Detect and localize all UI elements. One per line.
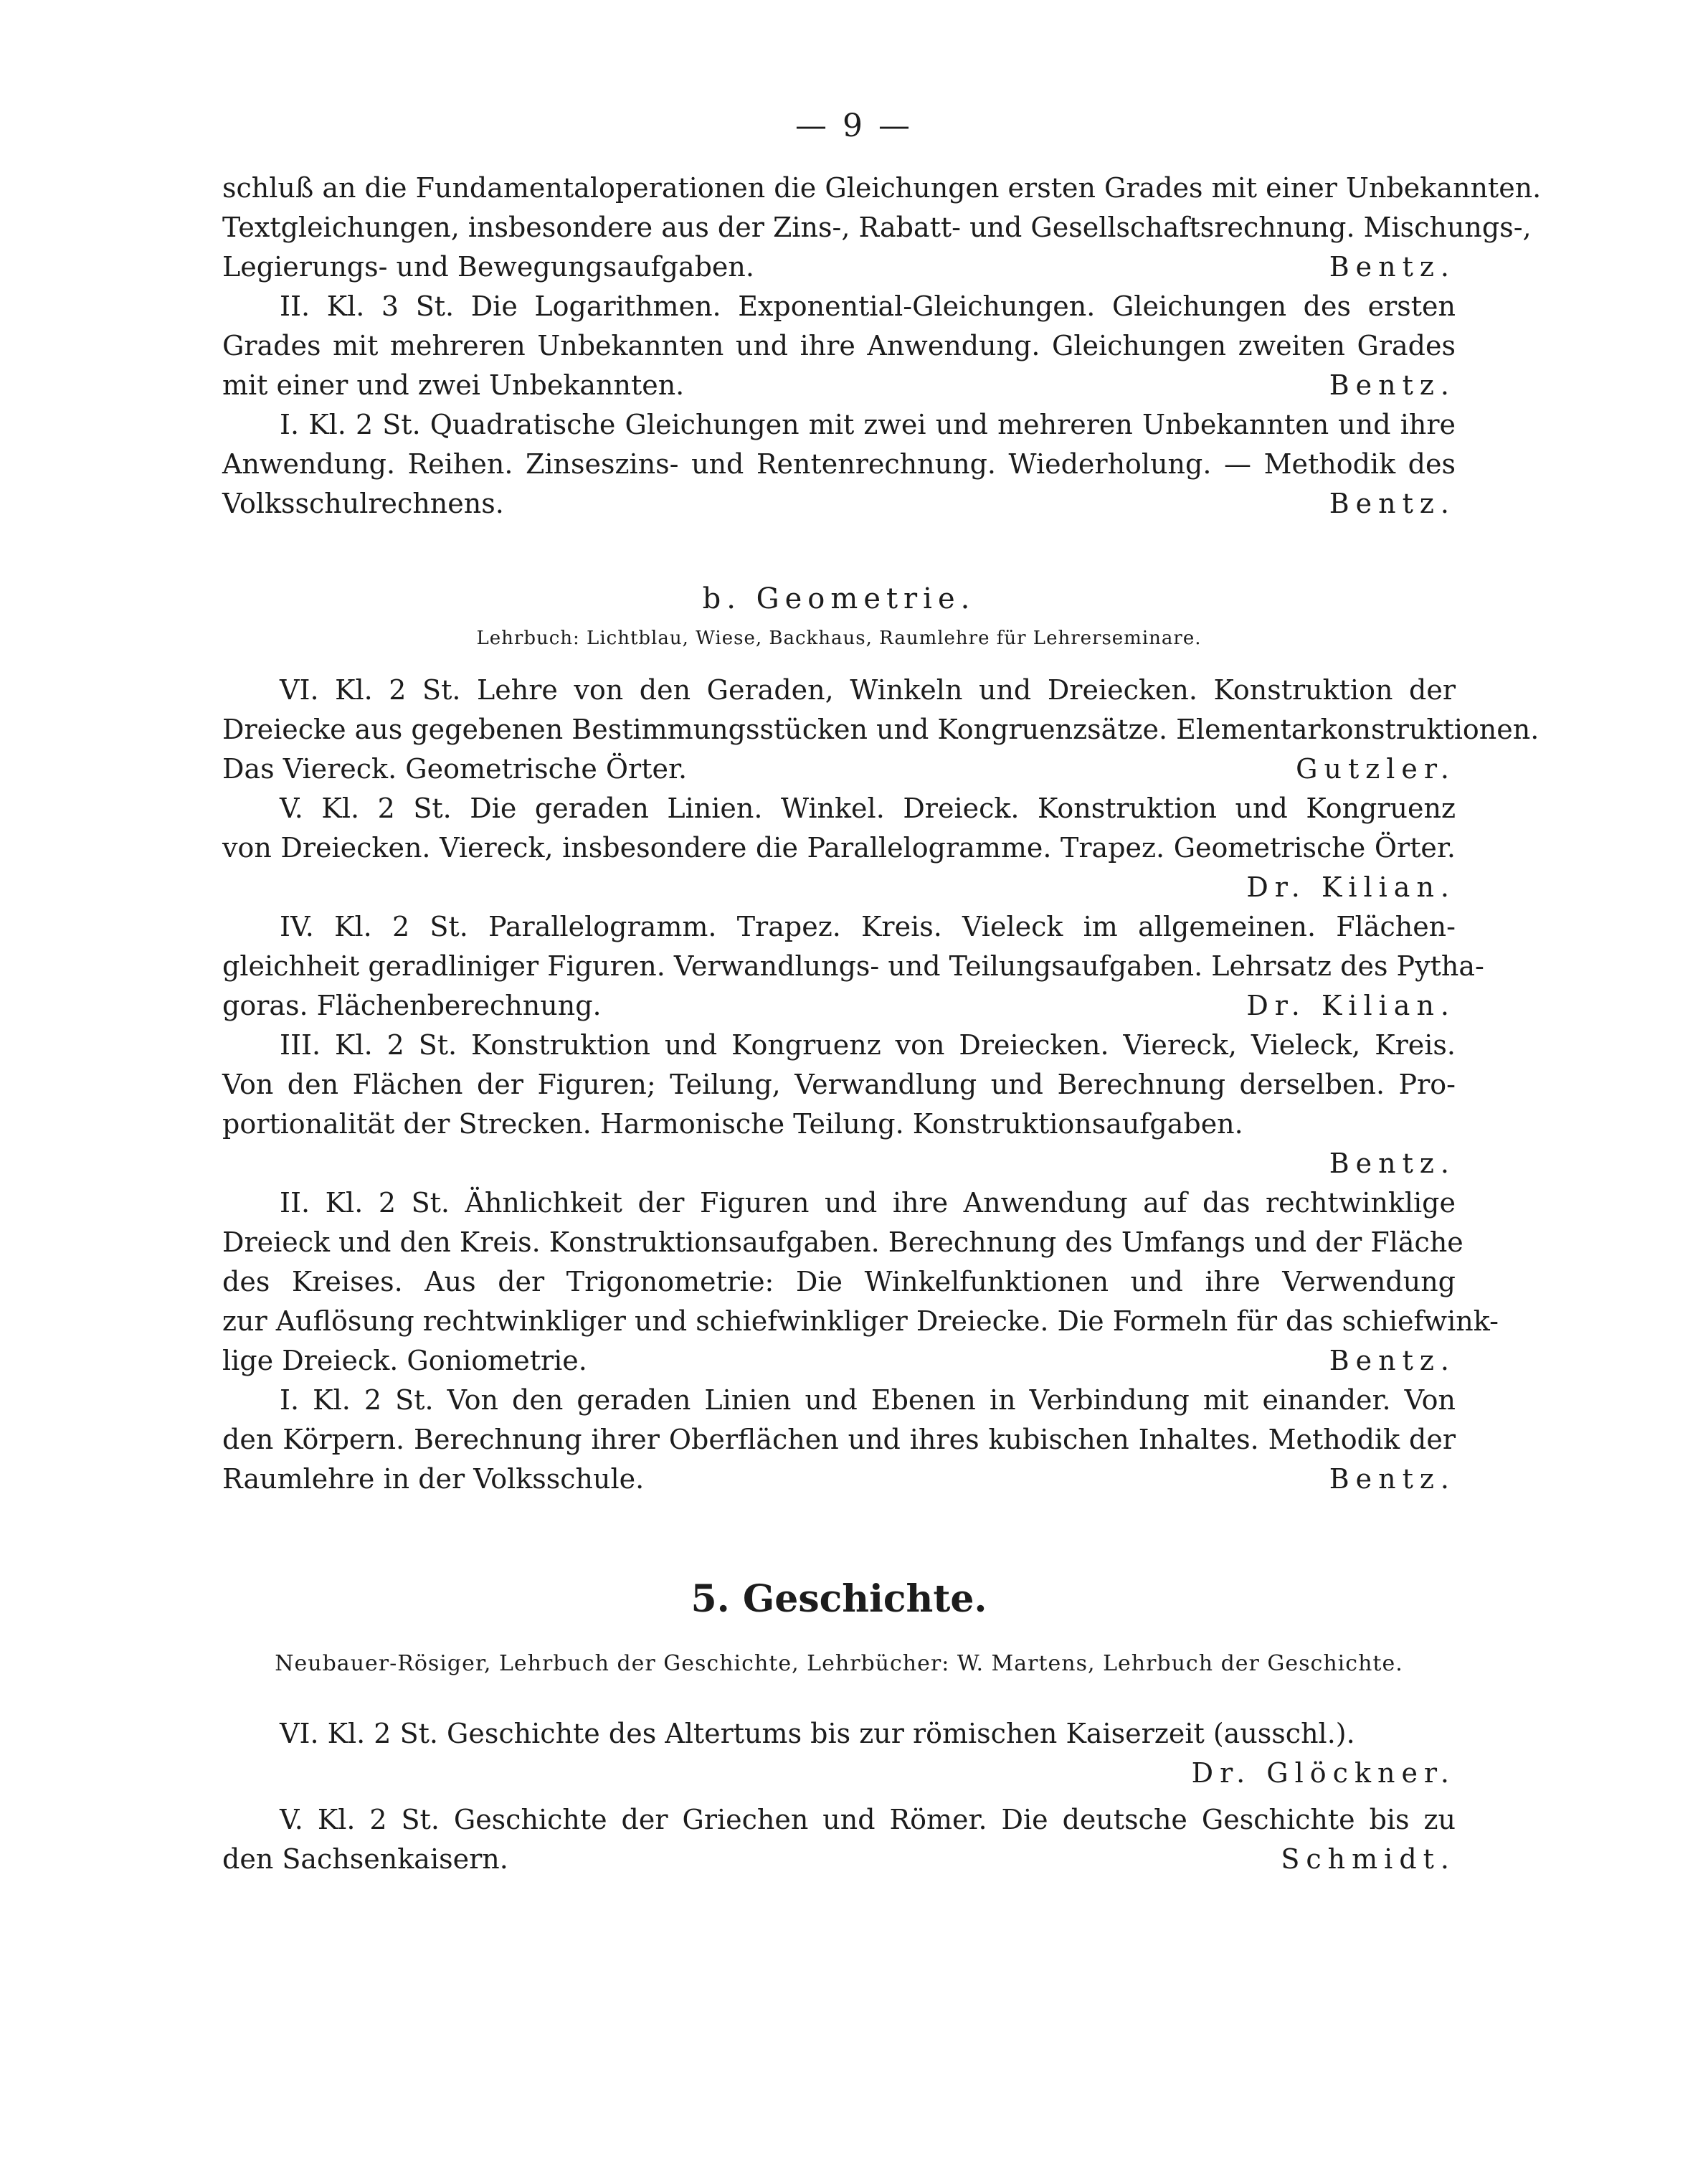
- signature: Bentz.: [1329, 1148, 1456, 1179]
- text-line: I. Kl. 2 St. Quadratische Gleichungen mit zwei und mehreren Unbekannten und ihre: [280, 409, 1456, 440]
- signature: Bentz.: [1329, 488, 1456, 519]
- text-line: den Körpern. Berechnung ihrer Oberflächen und ihres kubischen Inhaltes. Methodik der: [222, 1424, 1456, 1455]
- text-line: II. Kl. 2 St. Ähnlichkeit der Figuren und ihre Anwendung auf das rechtwinklige: [280, 1187, 1456, 1219]
- text-line: Legierungs- und Bewegungsaufgaben.: [222, 251, 754, 283]
- text-line: Raumlehre in der Volksschule.: [222, 1463, 645, 1495]
- text-line: mit einer und zwei Unbekannten.: [222, 369, 685, 401]
- signature: Dr. Glöckner.: [1191, 1757, 1456, 1789]
- signature: Bentz.: [1329, 369, 1456, 401]
- text-line: goras. Flächenberechnung.: [222, 990, 602, 1021]
- textbook-line: Neubauer-Rösiger, Lehrbuch der Geschichte, Lehrbücher: W. Martens, Lehrbuch der Geschichte.: [275, 1651, 1403, 1676]
- text-line: zur Auflösung rechtwinkliger und schiefwinkliger Dreiecke. Die Formeln für das schiefwink-: [222, 1305, 1499, 1337]
- text-line: IV. Kl. 2 St. Parallelogramm. Trapez. Kreis. Vieleck im allgemeinen. Flächen-: [280, 911, 1456, 942]
- text-line: V. Kl. 2 St. Die geraden Linien. Winkel. Dreieck. Konstruktion und Kongruenz: [280, 793, 1456, 824]
- text-line: schluß an die Fundamentaloperationen die Gleichungen ersten Grades mit einer Unbekannten.: [222, 172, 1542, 204]
- text-line: Volksschulrechnens.: [222, 488, 504, 519]
- textbook-line: Lehrbuch: Lichtblau, Wiese, Backhaus, Raumlehre für Lehrerseminare.: [476, 628, 1202, 649]
- text-line: des Kreises. Aus der Trigonometrie: Die Winkelfunktionen und ihre Verwendung: [222, 1266, 1456, 1297]
- signature: Bentz.: [1329, 251, 1456, 283]
- text-line: I. Kl. 2 St. Von den geraden Linien und Ebenen in Verbindung mit einander. Von: [280, 1384, 1456, 1416]
- text-line: Anwendung. Reihen. Zinseszins- und Rentenrechnung. Wiederholung. — Methodik des: [222, 448, 1456, 480]
- geometry-section: [222, 577, 1539, 1499]
- text-line: lige Dreieck. Goniometrie.: [222, 1345, 587, 1376]
- signature: Dr. Kilian.: [1246, 990, 1456, 1021]
- text-line: Grades mit mehreren Unbekannten und ihre Anwendung. Gleichungen zweiten Grades: [222, 330, 1456, 361]
- text-line: von Dreiecken. Viereck, insbesondere die Parallelogramme. Trapez. Geometrische Örter.: [222, 832, 1456, 864]
- text-line: den Sachsenkaisern.: [222, 1843, 508, 1875]
- text-line: Dreiecke aus gegebenen Bestimmungsstücken und Kongruenzsätze. Elementarkonstruktionen.: [222, 714, 1539, 745]
- signature: Bentz.: [1329, 1463, 1456, 1495]
- algebra-section: [222, 169, 1542, 524]
- signature: Gutzler.: [1296, 753, 1456, 785]
- signature: Dr. Kilian.: [1246, 871, 1456, 903]
- text-line: II. Kl. 3 St. Die Logarithmen. Exponential-Gleichungen. Gleichungen des ersten: [280, 290, 1456, 322]
- page-number: — 9 —: [795, 108, 913, 144]
- text-line: Dreieck und den Kreis. Konstruktionsaufgaben. Berechnung des Umfangs und der Fläche: [222, 1226, 1463, 1258]
- text-line: VI. Kl. 2 St. Geschichte des Altertums bis zur römischen Kaiserzeit (ausschl.).: [280, 1718, 1355, 1749]
- text-line: portionalität der Strecken. Harmonische Teilung. Konstruktionsaufgaben.: [222, 1108, 1243, 1140]
- text-line: VI. Kl. 2 St. Lehre von den Geraden, Winkeln und Dreiecken. Konstruktion der: [280, 674, 1456, 706]
- signature: Schmidt.: [1281, 1843, 1456, 1875]
- text-line: III. Kl. 2 St. Konstruktion und Kongruenz von Dreiecken. Viereck, Vieleck, Kreis.: [280, 1029, 1456, 1061]
- text-line: V. Kl. 2 St. Geschichte der Griechen und Römer. Die deutsche Geschichte bis zu: [280, 1804, 1456, 1835]
- text-line: Textgleichungen, insbesondere aus der Zins-, Rabatt- und Gesellschaftsrechnung. Mischungs-,: [222, 212, 1532, 243]
- text-line: Das Viereck. Geometrische Örter.: [222, 753, 688, 785]
- text-line: Von den Flächen der Figuren; Teilung, Verwandlung und Berechnung derselben. Pro-: [222, 1069, 1456, 1100]
- history-section: [222, 1574, 1456, 1879]
- text-line: gleichheit geradliniger Figuren. Verwandlungs- und Teilungsaufgaben. Lehrsatz des Pytha-: [222, 950, 1484, 982]
- section-heading: 5. Geschichte.: [691, 1577, 987, 1621]
- section-heading: b. Geometrie.: [702, 582, 976, 615]
- signature: Bentz.: [1329, 1345, 1456, 1376]
